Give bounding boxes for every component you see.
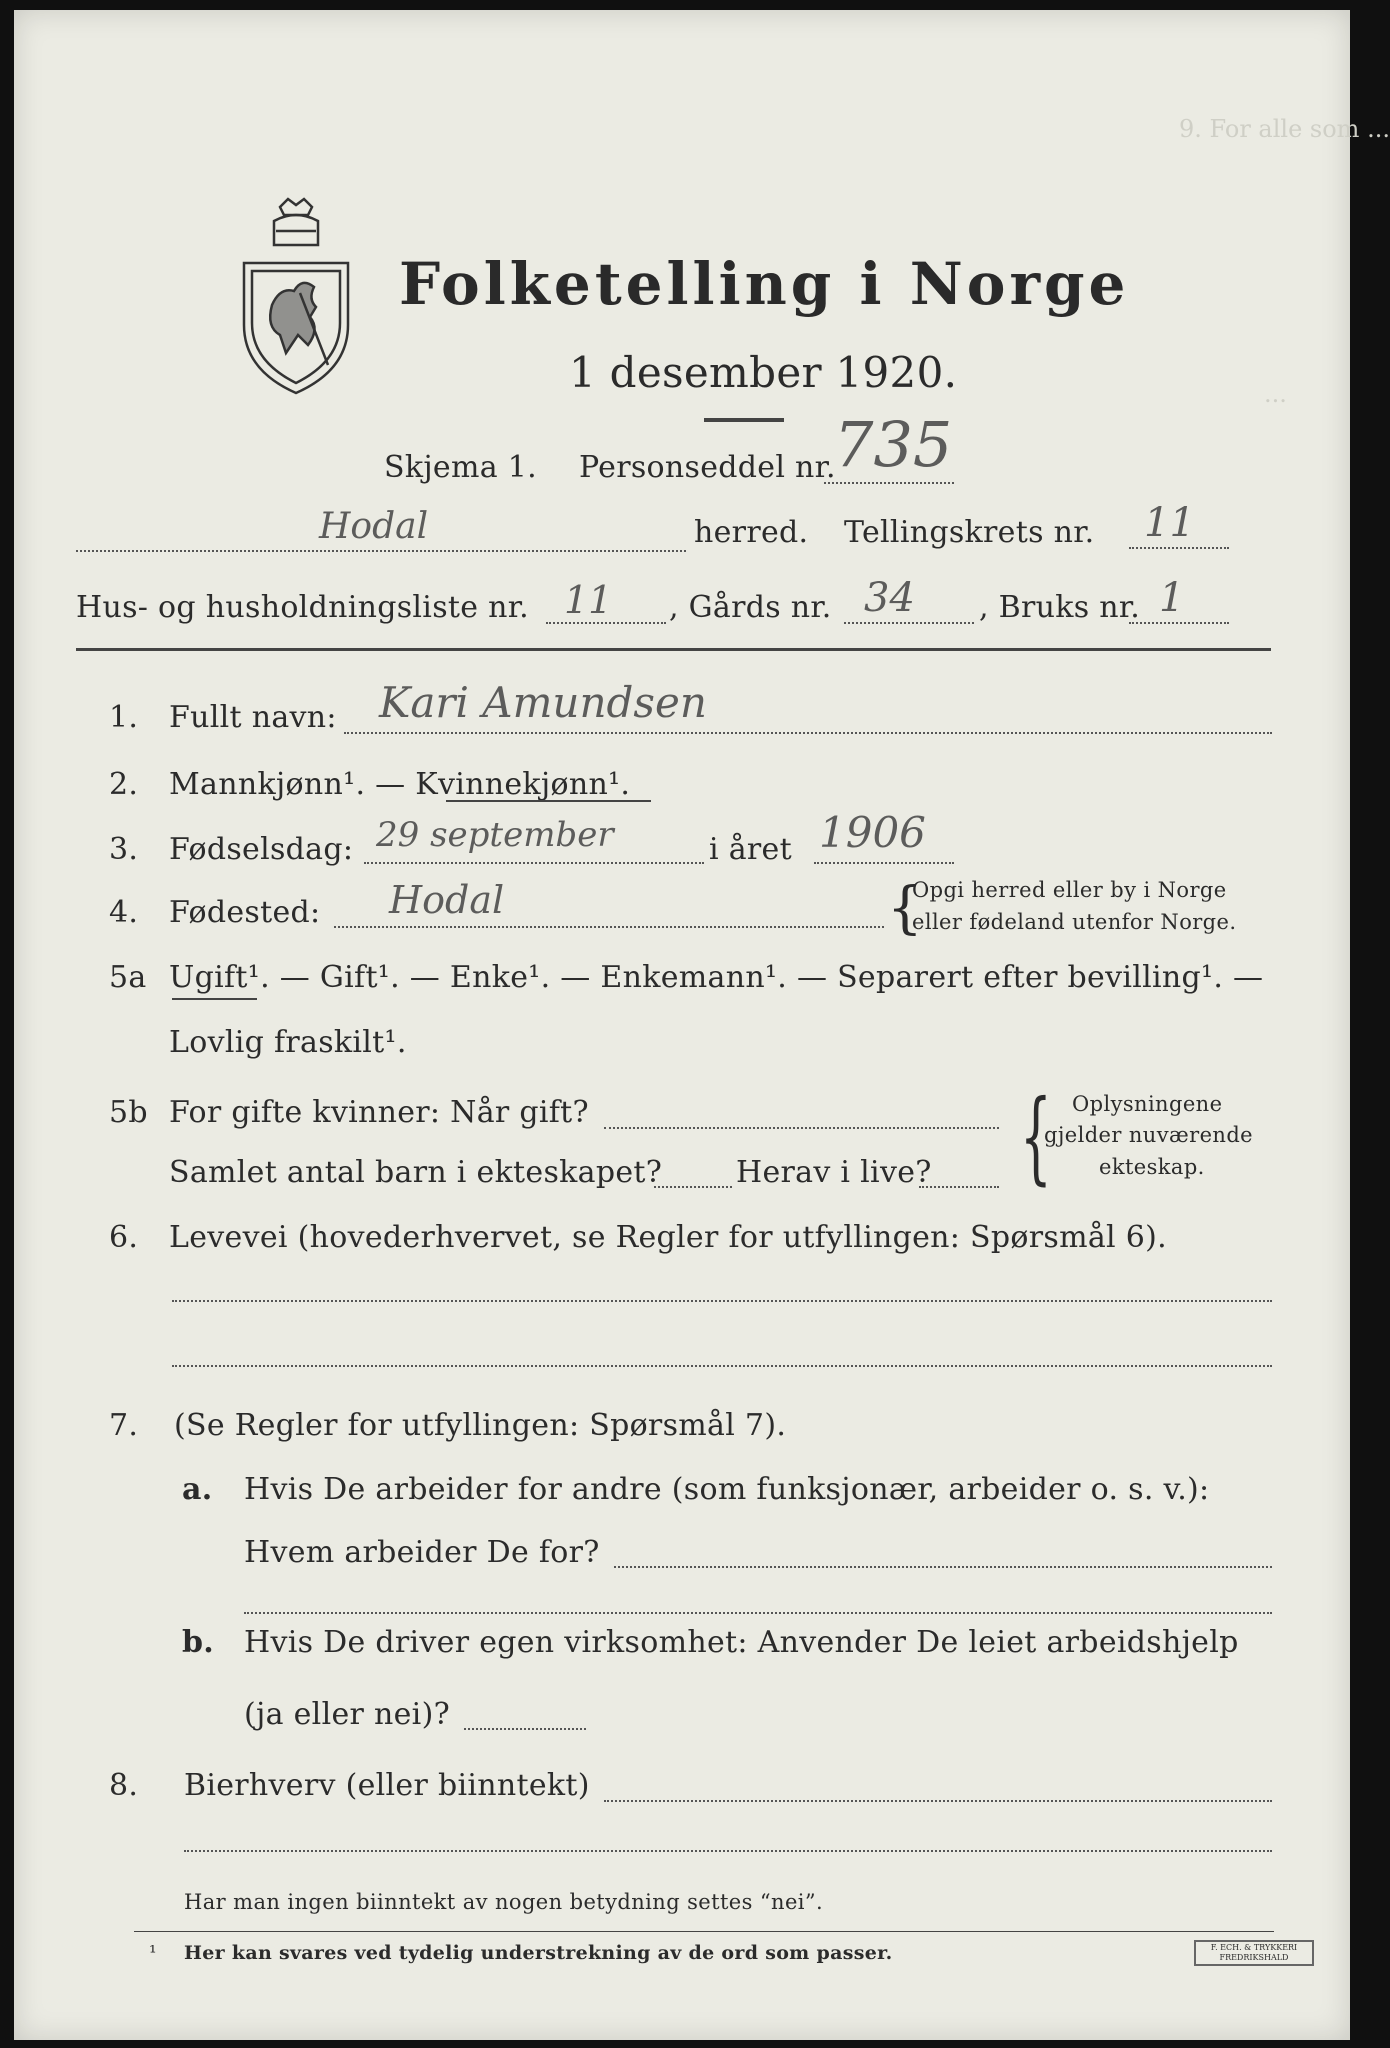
q5b-label-2: Samlet antal barn i ekteskapet?	[169, 1155, 663, 1190]
q3-year-value: 1906	[819, 808, 926, 857]
q2-number: 2.	[109, 767, 139, 802]
footer-divider	[134, 1931, 1274, 1932]
q3-label: Fødselsdag:	[169, 832, 354, 867]
bruks-value: 1	[1159, 575, 1185, 621]
header-divider	[76, 648, 1271, 651]
q7b-line	[464, 1728, 586, 1730]
q7-label: (Se Regler for utfyllingen: Spørsmål 7).	[174, 1408, 787, 1443]
q1-line	[344, 732, 1272, 734]
q5b-note-2: gjelder nuværende	[1044, 1123, 1253, 1147]
herred-line	[76, 550, 686, 552]
personseddel-line	[824, 482, 954, 484]
tellingskrets-line	[1129, 547, 1229, 549]
bruks-line	[1129, 622, 1229, 624]
q5a-underline	[172, 998, 257, 1000]
footnote-mark: ¹	[149, 1942, 157, 1964]
q7b-letter: b.	[182, 1625, 215, 1660]
census-form-page	[14, 10, 1390, 2040]
gards-label: , Gårds nr.	[669, 590, 832, 625]
q2-label: Mannkjønn¹. — Kvinnekjønn¹.	[169, 767, 631, 802]
q5b-label-3: Herav i live?	[736, 1155, 932, 1190]
q4-label: Fødested:	[169, 895, 321, 930]
gards-value: 34	[864, 575, 915, 621]
q7a-label-2: Hvem arbeider De for?	[244, 1535, 600, 1570]
q7-number: 7.	[109, 1408, 139, 1443]
q1-number: 1.	[109, 700, 139, 735]
footnote-text: Her kan svares ved tydelig understrekning av de ord som passer.	[184, 1942, 893, 1964]
q5a-number: 5a	[109, 960, 147, 995]
printer-stamp-line-1: F. ECH. & TRYKKERI	[1210, 1943, 1298, 1952]
q7b-label: Hvis De driver egen virksomhet: Anvender De leiet arbeidshjelp	[244, 1625, 1239, 1660]
q8-number: 8.	[109, 1768, 139, 1803]
q7a-label: Hvis De arbeider for andre (som funksjonær, arbeider o. s. v.):	[244, 1472, 1210, 1507]
husliste-label: Hus- og husholdningsliste nr.	[76, 590, 529, 625]
q8-line-1	[604, 1800, 1272, 1802]
q5b-children-line	[654, 1186, 732, 1188]
q5b-note-3: ekteskap.	[1099, 1155, 1205, 1179]
q3-number: 3.	[109, 832, 139, 867]
skjema-label: Skjema 1.	[384, 450, 537, 485]
title-divider	[704, 418, 784, 422]
q7b-label-2: (ja eller nei)?	[244, 1697, 450, 1732]
q6-line-2	[172, 1365, 1272, 1367]
q5b-number: 5b	[109, 1095, 148, 1130]
q5a-label-2: Lovlig fraskilt¹.	[169, 1025, 407, 1060]
q4-number: 4.	[109, 895, 139, 930]
gards-line	[844, 622, 974, 624]
q3-day-line	[364, 862, 704, 864]
q6-number: 6.	[109, 1220, 139, 1255]
q5b-brace: {	[1019, 1078, 1052, 1195]
q7a-letter: a.	[182, 1472, 213, 1507]
q3-year-line	[814, 862, 954, 864]
q5b-alive-line	[919, 1186, 999, 1188]
q7a-line-2	[244, 1612, 1272, 1614]
q5a-label: Ugift¹. — Gift¹. — Enke¹. — Enkemann¹. — Separert efter bevilling¹. —	[169, 960, 1264, 995]
q4-value: Hodal	[389, 878, 505, 922]
q6-label: Levevei (hovederhvervet, se Regler for utfyllingen: Spørsmål 6).	[169, 1220, 1167, 1255]
bruks-label: , Bruks nr.	[979, 590, 1141, 625]
form-title: Folketelling i Norge	[399, 250, 1130, 318]
q3-year-label: i året	[709, 832, 792, 867]
footer-note: Har man ingen biinntekt av nogen betydning settes “nei”.	[184, 1890, 824, 1914]
q2-underline	[446, 800, 651, 802]
q4-brace: {	[887, 876, 923, 941]
tellingskrets-value: 11	[1144, 500, 1195, 546]
q1-value: Kari Amundsen	[379, 678, 707, 727]
q6-line-1	[172, 1300, 1272, 1302]
census-date: 1 desember 1920.	[569, 348, 958, 397]
coat-of-arms-icon	[236, 195, 356, 395]
q5b-married-line	[604, 1127, 999, 1129]
q5b-label: For gifte kvinner: Når gift?	[169, 1095, 589, 1130]
q5b-note-1: Oplysningene	[1072, 1092, 1223, 1116]
q3-day-value: 29 september	[376, 815, 614, 855]
personseddel-label: Personseddel nr.	[579, 450, 836, 485]
q4-note-2: eller fødeland utenfor Norge.	[912, 910, 1237, 934]
q4-note-1: Opgi herred eller by i Norge	[912, 878, 1227, 902]
herred-value: Hodal	[319, 506, 429, 547]
tellingskrets-label: Tellingskrets nr.	[844, 515, 1095, 550]
q8-line-2	[184, 1850, 1272, 1852]
q8-label: Bierhverv (eller biinntekt)	[184, 1768, 590, 1803]
show-through-text: 9. For alle som ...	[1179, 115, 1390, 143]
printer-stamp-line-2: FREDRIKSHALD	[1219, 1953, 1289, 1962]
printer-stamp	[1194, 1940, 1314, 1966]
herred-label: herred.	[694, 515, 809, 550]
q4-line	[334, 926, 884, 928]
husliste-line	[546, 622, 666, 624]
personseddel-value: 735	[834, 408, 953, 481]
husliste-value: 11	[564, 578, 613, 622]
q7a-line-1	[614, 1566, 1272, 1568]
show-through-text: ...	[1264, 380, 1287, 408]
q1-label: Fullt navn:	[169, 700, 337, 735]
